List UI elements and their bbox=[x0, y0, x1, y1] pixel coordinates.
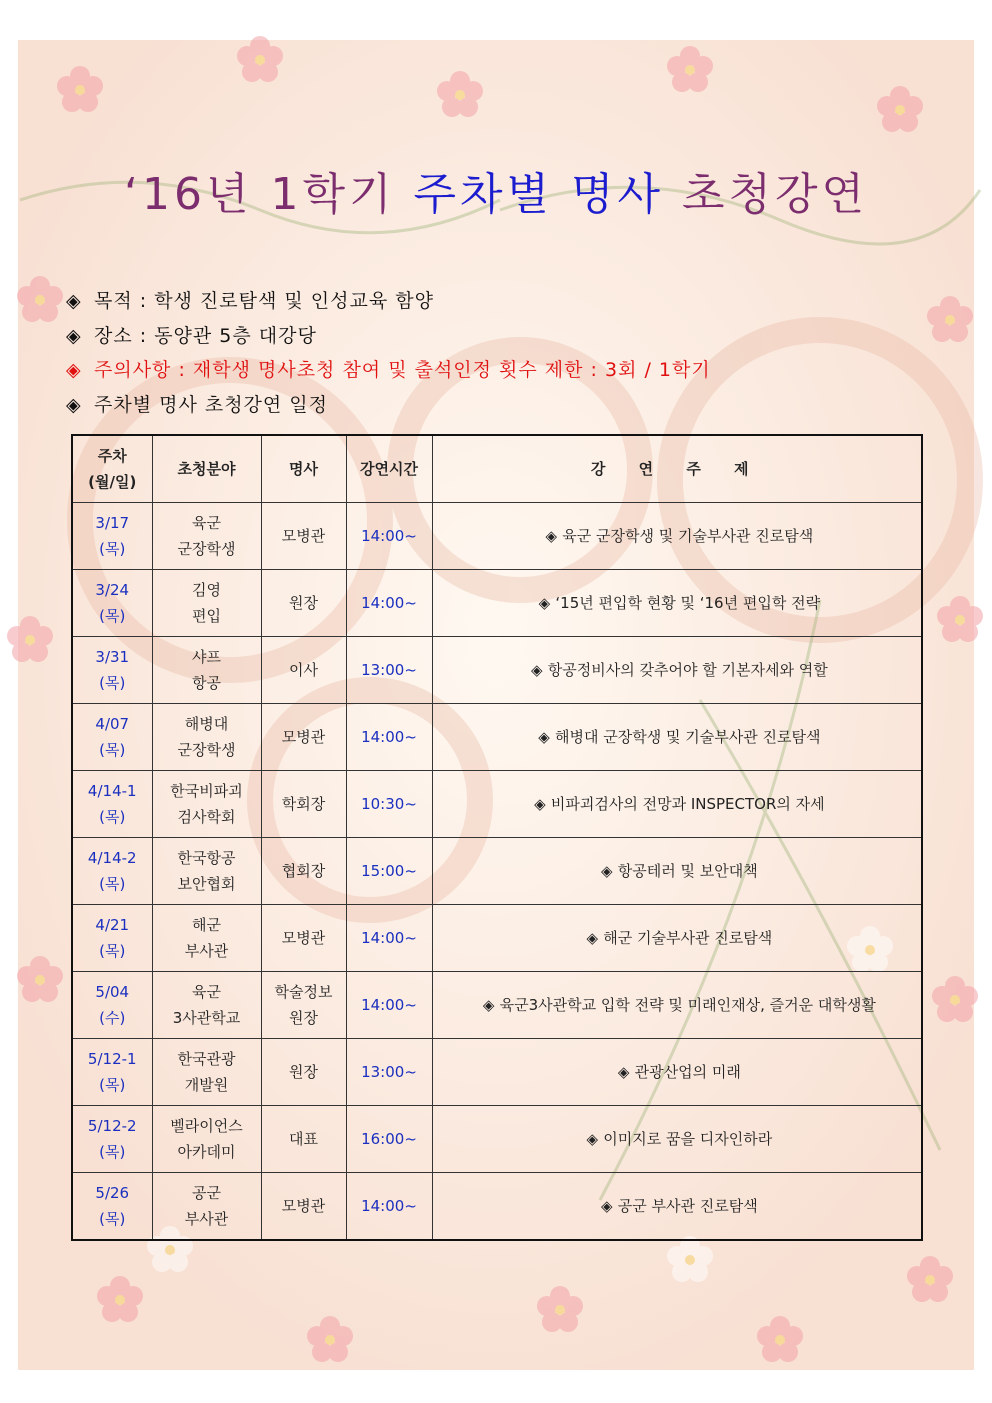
speaker-cell bbox=[261, 637, 346, 704]
field-line1: 해병대 bbox=[184, 715, 229, 733]
topic-text: 비파괴검사의 전망과 INSPECTOR의 자세 bbox=[550, 795, 825, 813]
field-cell bbox=[152, 1106, 261, 1173]
week-date: 3/17 bbox=[95, 514, 130, 532]
week-date: 5/26 bbox=[95, 1184, 130, 1202]
topic-cell bbox=[432, 704, 922, 771]
week-date: 5/12-2 bbox=[87, 1117, 137, 1135]
field-line2: 보안협회 bbox=[177, 875, 236, 893]
field-line2: 개발원 bbox=[184, 1076, 229, 1094]
week-cell bbox=[72, 1039, 152, 1106]
field-cell bbox=[152, 771, 261, 838]
header-field: 초청분야 bbox=[152, 435, 261, 503]
field-line1: 벨라이언스 bbox=[170, 1117, 243, 1135]
field-line2: 항공 bbox=[192, 674, 221, 692]
speaker-line1: 모병관 bbox=[281, 527, 326, 545]
table-header-row bbox=[72, 435, 922, 503]
topic-text: 육군 군장학생 및 기술부사관 진로탐색 bbox=[562, 527, 814, 545]
topic-text: 공군 부사관 진로탐색 bbox=[617, 1197, 758, 1215]
topic-cell bbox=[432, 1106, 922, 1173]
speaker-cell bbox=[261, 570, 346, 637]
speaker-line1: 원장 bbox=[289, 594, 318, 612]
title-highlight: 주차별 명사 bbox=[413, 169, 664, 220]
topic-cell bbox=[432, 771, 922, 838]
topic-cell bbox=[432, 1039, 922, 1106]
field-cell bbox=[152, 704, 261, 771]
lecture-schedule-table bbox=[71, 434, 923, 1241]
time-cell: 10:30~ bbox=[346, 771, 432, 838]
week-cell bbox=[72, 503, 152, 570]
time-cell: 14:00~ bbox=[346, 972, 432, 1039]
speaker-cell bbox=[261, 1039, 346, 1106]
field-line2: 군장학생 bbox=[177, 540, 236, 558]
title-suffix: 초청강연 bbox=[663, 169, 868, 220]
table-row bbox=[72, 1173, 922, 1241]
field-cell bbox=[152, 1173, 261, 1241]
speaker-cell bbox=[261, 838, 346, 905]
diamond-bullet-icon: ◈ bbox=[66, 393, 82, 416]
diamond-bullet-icon: ◈ bbox=[586, 1130, 599, 1148]
week-date: 5/04 bbox=[95, 983, 130, 1001]
diamond-bullet-icon: ◈ bbox=[531, 661, 543, 679]
week-cell bbox=[72, 972, 152, 1039]
table-row bbox=[72, 704, 922, 771]
table-row bbox=[72, 1106, 922, 1173]
field-cell bbox=[152, 503, 261, 570]
week-date: 3/31 bbox=[95, 648, 130, 666]
bullet-purpose bbox=[66, 284, 711, 319]
header-time: 강연시간 bbox=[346, 435, 432, 503]
table-row bbox=[72, 905, 922, 972]
table-row bbox=[72, 637, 922, 704]
week-date: 3/24 bbox=[95, 581, 130, 599]
time-cell: 14:00~ bbox=[346, 905, 432, 972]
time-cell: 14:00~ bbox=[346, 704, 432, 771]
topic-cell bbox=[432, 1173, 922, 1241]
speaker-line1: 모병관 bbox=[281, 929, 326, 947]
diamond-bullet-icon: ◈ bbox=[538, 728, 550, 746]
time-cell: 13:00~ bbox=[346, 637, 432, 704]
diamond-bullet-icon: ◈ bbox=[600, 862, 613, 880]
page-title bbox=[0, 158, 992, 222]
diamond-bullet-icon: ◈ bbox=[538, 594, 551, 612]
speaker-line1: 모병관 bbox=[281, 728, 326, 746]
speaker-line2: 원장 bbox=[289, 1009, 318, 1027]
table-row bbox=[72, 503, 922, 570]
title-prefix: ‘16년 1학기 bbox=[124, 169, 414, 220]
topic-text: 항공정비사의 갖추어야 할 기본자세와 역할 bbox=[547, 661, 828, 679]
week-date: 4/14-1 bbox=[87, 782, 137, 800]
topic-text: 육군3사관학교 입학 전략 및 미래인재상, 즐거운 대학생활 bbox=[499, 996, 876, 1014]
week-cell bbox=[72, 771, 152, 838]
speaker-line1: 협회장 bbox=[281, 862, 326, 880]
diamond-bullet-icon: ◈ bbox=[482, 996, 495, 1014]
diamond-bullet-icon: ◈ bbox=[545, 527, 558, 545]
week-day: (목) bbox=[99, 741, 126, 759]
topic-text: ‘15년 편입학 현황 및 ‘16년 편입학 전략 bbox=[555, 594, 821, 612]
speaker-line1: 학술정보 bbox=[274, 983, 333, 1001]
week-day: (목) bbox=[99, 875, 126, 893]
field-line2: 부사관 bbox=[184, 942, 229, 960]
field-line2: 군장학생 bbox=[177, 741, 236, 759]
table-row bbox=[72, 1039, 922, 1106]
bullet-text: 주차별 명사 초청강연 일정 bbox=[94, 393, 329, 416]
field-line1: 공군 bbox=[192, 1184, 221, 1202]
topic-cell bbox=[432, 637, 922, 704]
time-cell: 14:00~ bbox=[346, 503, 432, 570]
field-line1: 육군 bbox=[192, 983, 221, 1001]
field-line1: 김영 bbox=[192, 581, 221, 599]
field-line1: 해군 bbox=[192, 916, 221, 934]
table-row bbox=[72, 771, 922, 838]
week-day: (목) bbox=[99, 942, 126, 960]
speaker-line1: 대표 bbox=[289, 1130, 318, 1148]
field-cell bbox=[152, 838, 261, 905]
week-day: (수) bbox=[99, 1009, 126, 1027]
speaker-line1: 학회장 bbox=[281, 795, 326, 813]
week-day: (목) bbox=[99, 540, 126, 558]
field-line2: 3사관학교 bbox=[172, 1009, 241, 1027]
topic-text: 관광산업의 미래 bbox=[634, 1063, 741, 1081]
speaker-cell bbox=[261, 1106, 346, 1173]
info-bullets bbox=[66, 284, 711, 422]
diamond-bullet-icon: ◈ bbox=[66, 359, 82, 381]
speaker-cell bbox=[261, 905, 346, 972]
field-line2: 검사학회 bbox=[177, 808, 236, 826]
speaker-line1: 모병관 bbox=[281, 1197, 326, 1215]
field-line2: 부사관 bbox=[184, 1210, 229, 1228]
bullet-text: 목적 : 학생 진로탐색 및 인성교육 함양 bbox=[94, 290, 434, 312]
bullet-notice bbox=[66, 353, 711, 388]
diamond-bullet-icon: ◈ bbox=[617, 1063, 630, 1081]
week-day: (목) bbox=[99, 1076, 126, 1094]
week-cell bbox=[72, 570, 152, 637]
topic-cell bbox=[432, 838, 922, 905]
table-row bbox=[72, 838, 922, 905]
diamond-bullet-icon: ◈ bbox=[66, 290, 82, 312]
field-line2: 아카데미 bbox=[177, 1143, 236, 1161]
header-week: 주차 (월/일) bbox=[72, 435, 152, 503]
bullet-schedule bbox=[66, 388, 711, 423]
header-speaker: 명사 bbox=[261, 435, 346, 503]
week-cell bbox=[72, 637, 152, 704]
speaker-cell bbox=[261, 972, 346, 1039]
field-cell bbox=[152, 570, 261, 637]
time-cell: 13:00~ bbox=[346, 1039, 432, 1106]
time-cell: 14:00~ bbox=[346, 1173, 432, 1241]
field-line1: 한국항공 bbox=[177, 849, 236, 867]
topic-cell bbox=[432, 972, 922, 1039]
topic-cell bbox=[432, 570, 922, 637]
time-cell: 14:00~ bbox=[346, 570, 432, 637]
field-line1: 육군 bbox=[192, 514, 221, 532]
time-cell: 16:00~ bbox=[346, 1106, 432, 1173]
week-date: 4/14-2 bbox=[87, 849, 137, 867]
week-cell bbox=[72, 704, 152, 771]
field-line2: 편입 bbox=[192, 607, 221, 625]
speaker-line1: 원장 bbox=[289, 1063, 318, 1081]
field-line1: 한국비파괴 bbox=[170, 782, 243, 800]
week-day: (목) bbox=[99, 1143, 126, 1161]
week-cell bbox=[72, 838, 152, 905]
topic-text: 이미지로 꿈을 디자인하라 bbox=[603, 1130, 773, 1148]
speaker-cell bbox=[261, 1173, 346, 1241]
field-line1: 한국관광 bbox=[177, 1050, 236, 1068]
field-cell bbox=[152, 1039, 261, 1106]
week-day: (목) bbox=[99, 607, 126, 625]
bullet-text: 장소 : 동양관 5층 대강당 bbox=[94, 324, 317, 347]
table-row bbox=[72, 972, 922, 1039]
week-cell bbox=[72, 1106, 152, 1173]
time-cell: 15:00~ bbox=[346, 838, 432, 905]
speaker-line1: 이사 bbox=[289, 661, 318, 679]
week-date: 4/07 bbox=[95, 715, 130, 733]
week-day: (목) bbox=[99, 1210, 126, 1228]
topic-text: 해병대 군장학생 및 기술부사관 진로탐색 bbox=[555, 728, 821, 746]
field-cell bbox=[152, 905, 261, 972]
field-cell bbox=[152, 972, 261, 1039]
header-topic: 강 연 주 제 bbox=[432, 435, 922, 503]
table-row bbox=[72, 570, 922, 637]
week-date: 5/12-1 bbox=[87, 1050, 137, 1068]
week-cell bbox=[72, 905, 152, 972]
speaker-cell bbox=[261, 503, 346, 570]
diamond-bullet-icon: ◈ bbox=[586, 929, 599, 947]
bullet-text: 주의사항 : 재학생 명사초청 참여 및 출석인정 횟수 제한 : 3회 / 1학기 bbox=[94, 359, 711, 381]
week-day: (목) bbox=[99, 674, 126, 692]
diamond-bullet-icon: ◈ bbox=[66, 324, 82, 347]
field-line1: 샤프 bbox=[192, 648, 221, 666]
week-day: (목) bbox=[99, 808, 126, 826]
week-date: 4/21 bbox=[95, 916, 130, 934]
topic-cell bbox=[432, 905, 922, 972]
field-cell bbox=[152, 637, 261, 704]
topic-text: 항공테러 및 보안대책 bbox=[617, 862, 758, 880]
speaker-cell bbox=[261, 704, 346, 771]
speaker-cell bbox=[261, 771, 346, 838]
diamond-bullet-icon: ◈ bbox=[600, 1197, 613, 1215]
bullet-location bbox=[66, 319, 711, 354]
topic-cell bbox=[432, 503, 922, 570]
topic-text: 해군 기술부사관 진로탐색 bbox=[603, 929, 773, 947]
diamond-bullet-icon: ◈ bbox=[534, 795, 546, 813]
week-cell bbox=[72, 1173, 152, 1241]
